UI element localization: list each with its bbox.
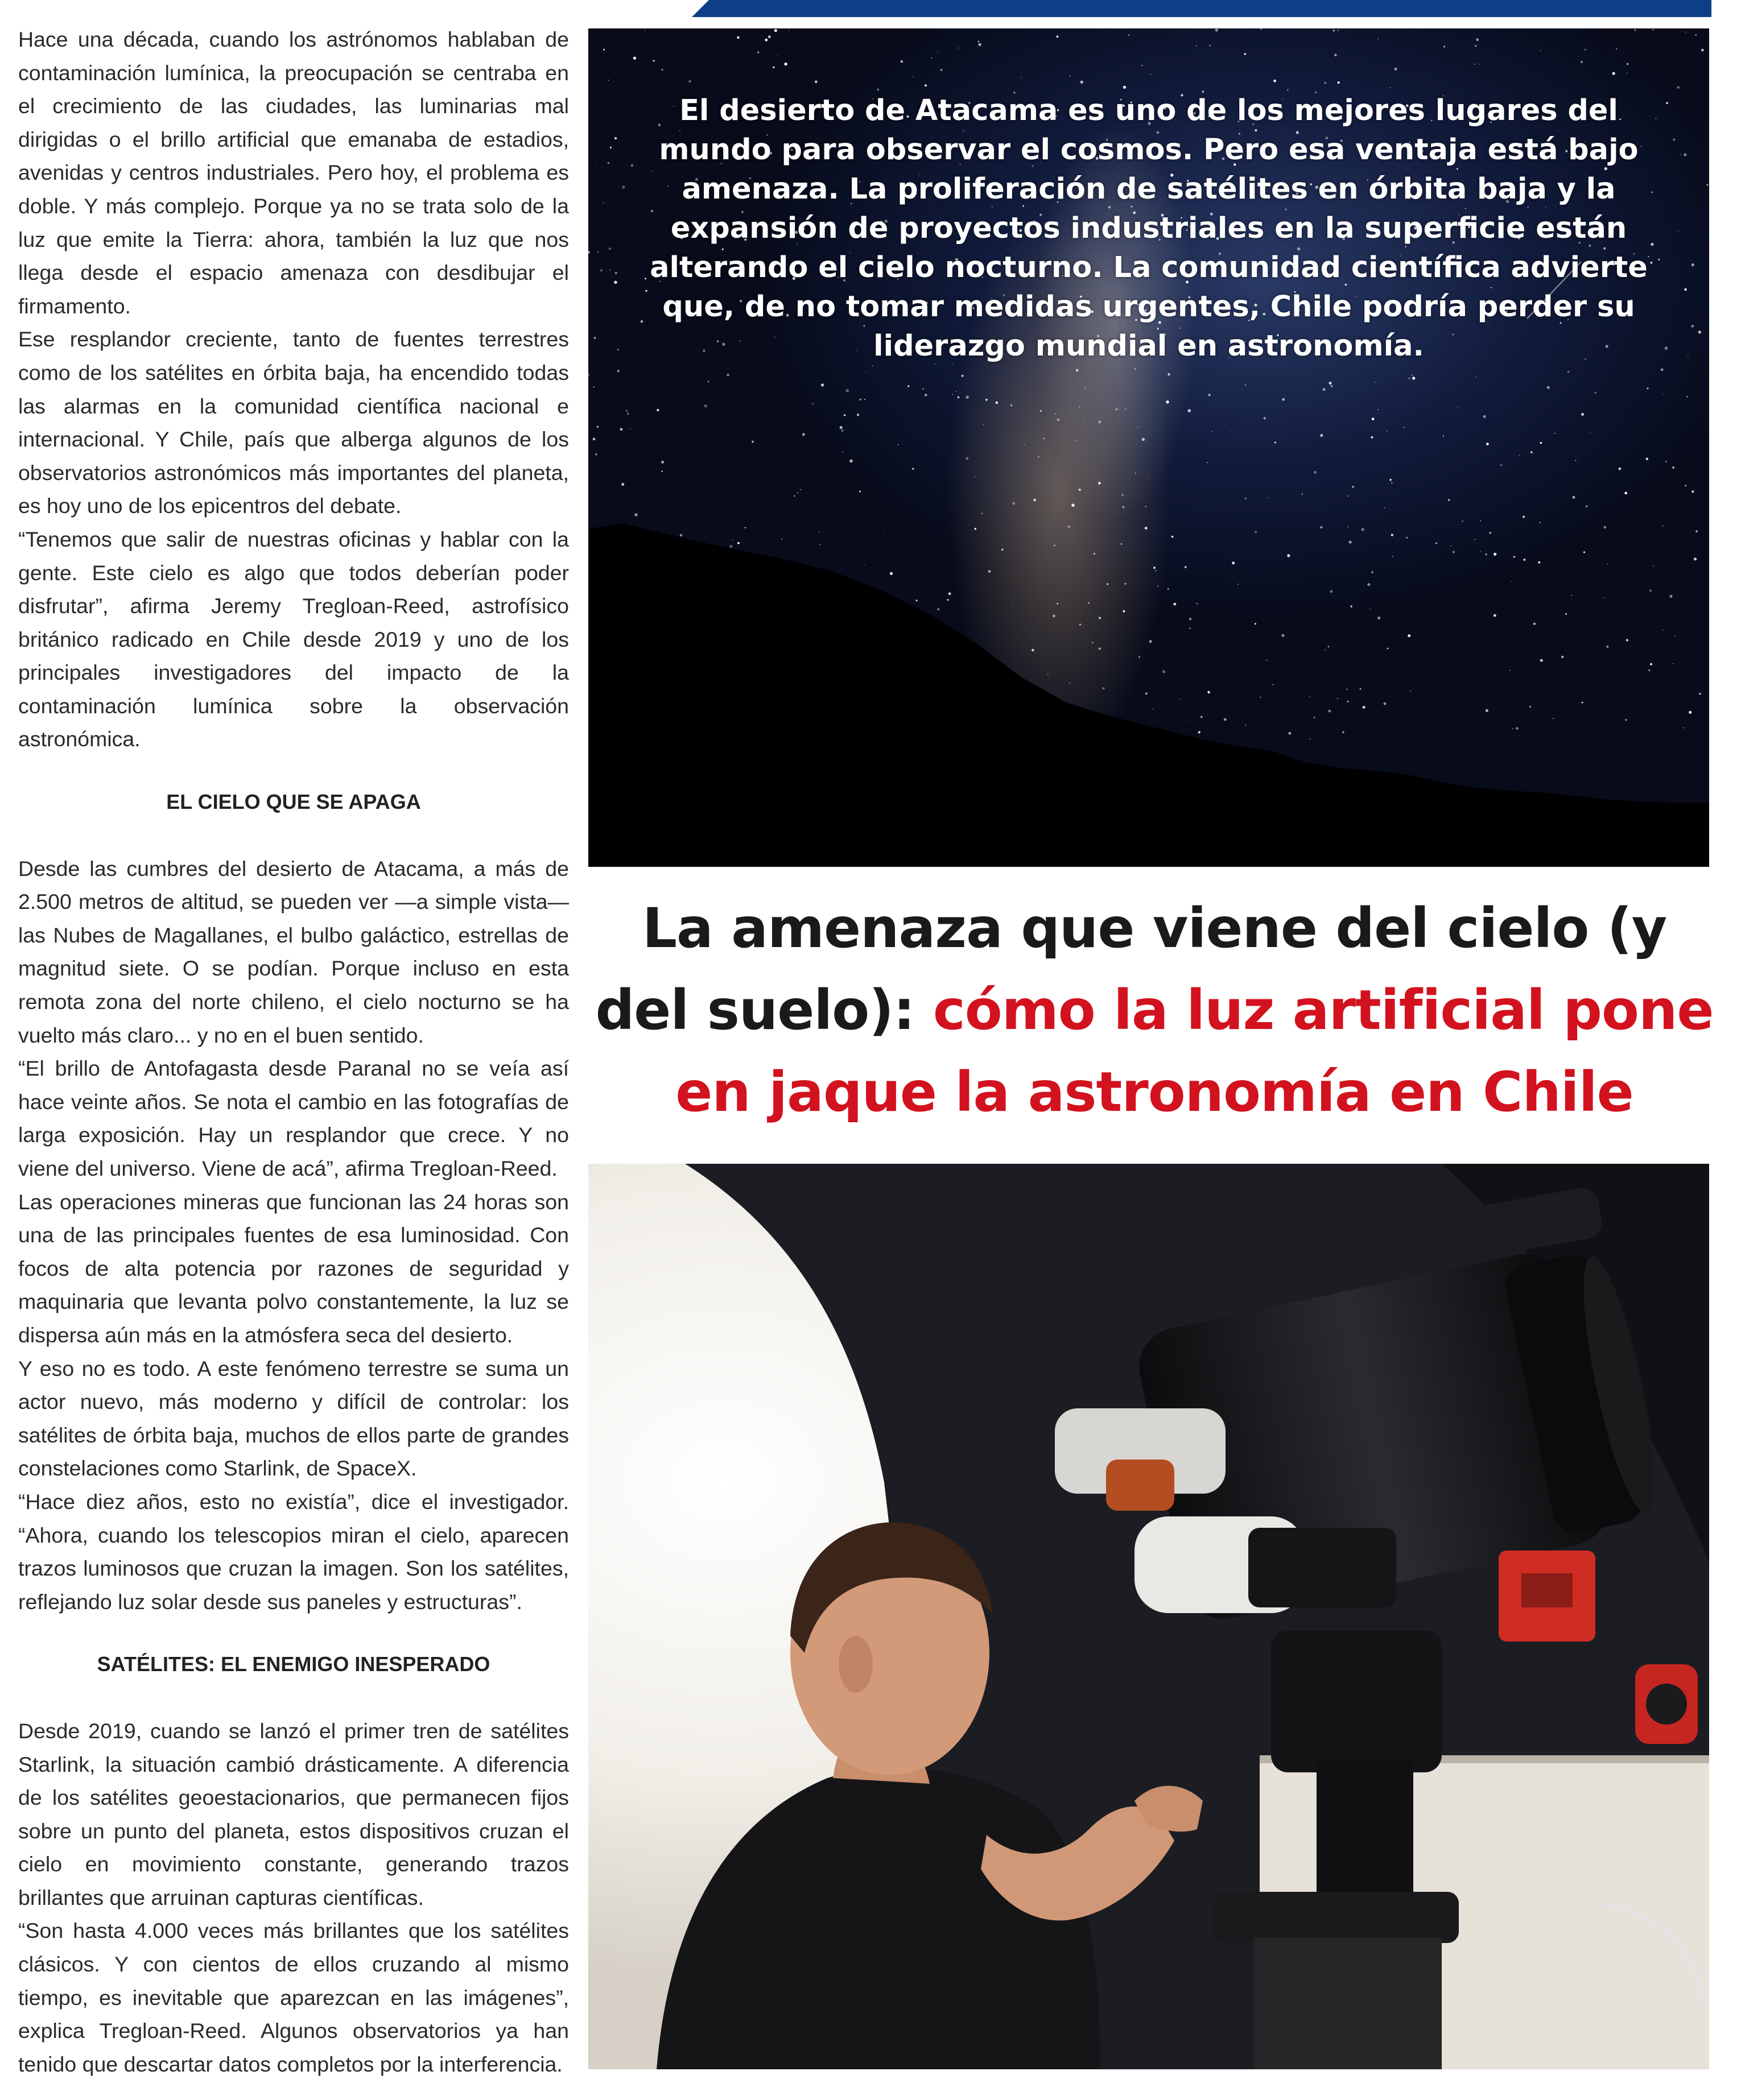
intro-summary: El desierto de Atacama es uno de los mejores lugares del mundo para observar el cosmos. Pero esa ventaja está bajo amenaza. La proliferación de satélites en órbita baja y la expansión de proyectos industriales en la superficie están alterando el cielo nocturno. La comunidad científica advierte que, de no tomar medidas urgentes, Chile podría perder su liderazgo mundial en astronomía. xyxy=(650,94,1648,363)
section-heading: EL CIELO QUE SE APAGA xyxy=(166,790,421,814)
body-paragraph: Desde 2019, cuando se lanzó el primer tren de satélites Starlink, la situación cambió drásticamente. A diferencia de los satélites geoestacionarios, que permanecen fijos sobre un punto del planeta, estos dispositivos cruzan el cielo en movimiento constante, generando trazos brillantes que arruinan capturas científicas. xyxy=(18,1718,569,1909)
body-paragraph: “Tenemos que salir de nuestras oficinas y hablar con la gente. Este cielo es algo que todos deberían poder disfrutar”, afirma Jeremy Tregloan-Reed, astrofísico británico radicado en Chile desde 2019 y uno de los principales investigadores del impacto de la contaminación lumínica sobre la observación astronómica. xyxy=(18,527,569,751)
article-body-column xyxy=(18,23,569,2081)
body-paragraph: Hace una década, cuando los astrónomos hablaban de contaminación lumínica, la preocupación se centraba en el crecimiento de las ciudades, las luminarias mal dirigidas o el brillo artificial que emanaba de estadios, avenidas y centros industriales. Pero hoy, el problema es doble. Y más complejo. Porque ya no se trata solo de la luz que emite la Tierra: ahora, también la luz que nos llega desde el espacio amenaza con desdibujar el firmamento. xyxy=(18,27,569,318)
body-paragraph: “Son hasta 4.000 veces más brillantes que los satélites clásicos. Y con cientos de ellos cruzando al mismo tiempo, es inevitable que aparezcan en las imágenes”, explica Tregloan-Reed. Algunos observatorios ya han tenido que descartar datos completos por la interferencia. xyxy=(18,1919,569,2076)
night-sky-photo xyxy=(588,28,1709,867)
header-accent-bar xyxy=(692,0,1711,17)
body-paragraph: Ese resplandor creciente, tanto de fuentes terrestres como de los satélites en órbita baja, ha encendido todas las alarmas en la comunidad científica nacional e internacional. Y Chile, país que alberga algunos de los observatorios astronómicos más importantes del planeta, es hoy uno de los epicentros del debate. xyxy=(18,327,569,518)
article-headline xyxy=(588,887,1721,1133)
body-paragraph: Y eso no es todo. A este fenómeno terrestre se suma un actor nuevo, más moderno y difícil de controlar: los satélites de órbita baja, muchos de ellos parte de grandes constelaciones como Starlink, de SpaceX. xyxy=(18,1356,569,1481)
body-paragraph: “El brillo de Antofagasta desde Paranal no se veía así hace veinte años. Se nota el cambio en las fotografías de larga exposición. Hay un resplandor que crece. Y no viene del universo. Viene de acá”, afirma Tregloan-Reed. xyxy=(18,1056,569,1180)
astronomer-telescope-photo xyxy=(588,1164,1709,2069)
headline-black-part: La amenaza que viene del cielo (y del suelo): xyxy=(595,896,1667,1042)
section-heading: SATÉLITES: EL ENEMIGO INESPERADO xyxy=(97,1652,490,1676)
body-paragraph: Desde las cumbres del desierto de Atacama, a más de 2.500 metros de altitud, se pueden ver —a simple vista— las Nubes de Magallanes, el bulbo galáctico, estrellas de magnitud siete. O se podían. Porque incluso en esta remota zona del norte chileno, el cielo nocturno se ha vuelto más claro... y no en el buen sentido. xyxy=(18,856,569,1047)
body-paragraph: Las operaciones mineras que funcionan las 24 horas son una de las principales fuentes de esa luminosidad. Con focos de alta potencia por razones de seguridad y maquinaria que levanta polvo constantemente, la luz se dispersa aún más en la atmósfera seca del desierto. xyxy=(18,1189,569,1347)
header-accent-notch xyxy=(692,0,709,17)
headline-red-part: cómo la luz artificial pone en jaque la astronomía en Chile xyxy=(675,978,1714,1124)
body-paragraph: “Hace diez años, esto no existía”, dice el investigador. “Ahora, cuando los telescopios miran el cielo, aparecen trazos luminosos que cruzan la imagen. Son los satélites, reflejando luz solar desde sus paneles y estructuras”. xyxy=(18,1489,569,1614)
